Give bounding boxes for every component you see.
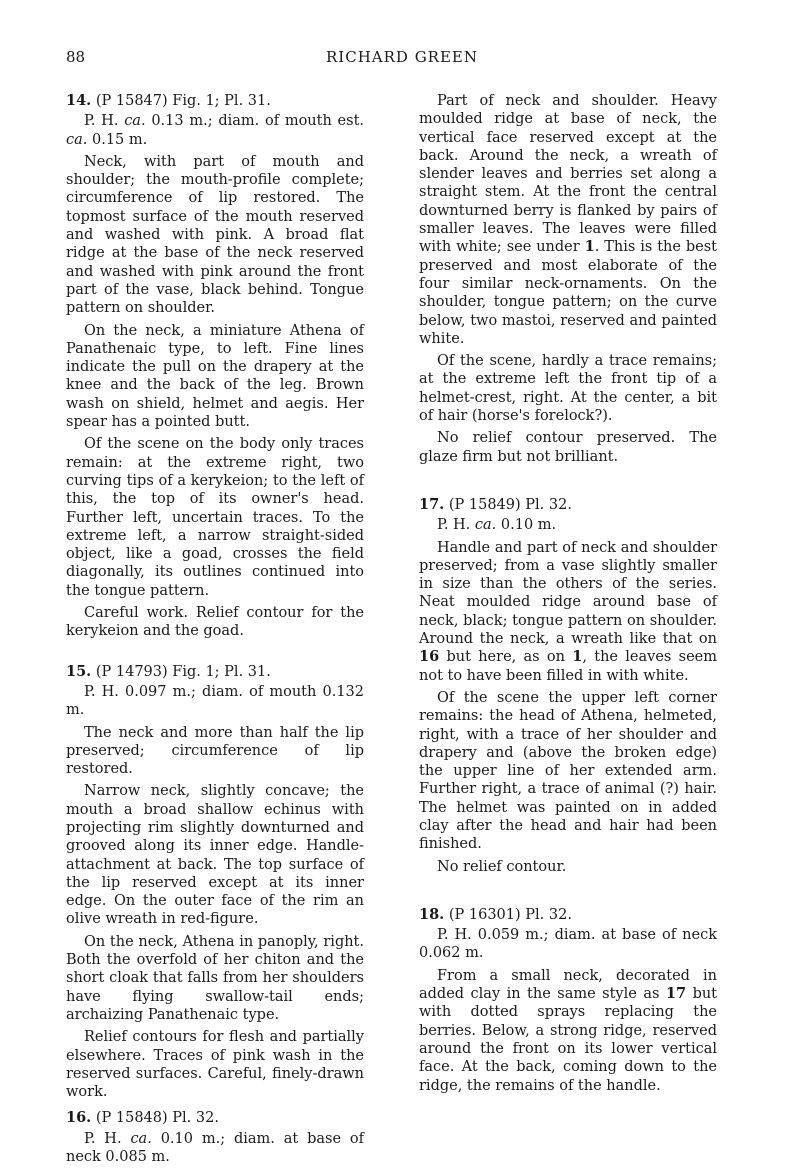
page-header xyxy=(66,48,738,76)
entry-paragraph: Relief contours for flesh and partially elsewhere. Traces of pink wash in the reserved surfaces. Careful, finely-drawn work. xyxy=(66,1029,364,1101)
entry-heading xyxy=(66,1109,364,1127)
entry-paragraph: Handle and part of neck and shoulder preserved; from a vase slightly smaller in size than the others of the series. Neat moulded ridge around base of neck, black; tongue pattern on shoulder. Around the neck, a wreath like that on 16 but here, as on 1, the leaves seem not to have been filled in with white. xyxy=(419,539,718,684)
catalogue-entry-14 xyxy=(66,92,364,641)
entry-measurements: P. H. 0.059 m.; diam. at base of neck 0.062 m. xyxy=(419,927,717,962)
entry-heading xyxy=(419,496,717,514)
entry-number: 18. xyxy=(419,905,445,923)
entry-paragraph: Part of neck and shoulder. Heavy moulded ridge at base of neck, the vertical face reserved except at the back. Around the neck, a wreath of slender leaves and berries set along a straight stem. At the front the central downturned berry is flanked by pairs of smaller leaves. The leaves were filled with white; see under 1. This is the best preserved and most elaborate of the four similar neck-ornaments. On the shoulder, tongue pattern; on the curve below, two mastoi, reserved and painted white. xyxy=(419,93,718,347)
entry-number: 16. xyxy=(66,1109,92,1127)
catalogue-entry-18 xyxy=(419,906,717,1095)
entry-number: 17. xyxy=(419,495,445,513)
entry-measurements: P. H. ca. 0.10 m. xyxy=(437,517,557,534)
left-column xyxy=(66,92,364,1170)
entry-reference: (P 16301) Pl. 32. xyxy=(448,906,572,923)
entry-paragraph: No relief contour preserved. The glaze firm but not brilliant. xyxy=(419,430,717,465)
entry-reference: (P 15849) Pl. 32. xyxy=(448,496,572,513)
catalogue-entry-16-continued xyxy=(419,92,717,466)
catalogue-entry-16 xyxy=(66,1109,364,1166)
entry-number: 14. xyxy=(66,92,92,109)
entry-measurements: P. H. ca. 0.10 m.; diam. at base of neck 0.085 m. xyxy=(66,1130,365,1166)
entry-paragraph: Of the scene the upper left corner remains: the head of Athena, helmeted, right, with a trace of her shoulder and drapery and (above the broken edge) the upper line of her extended arm. Further right, a trace of animal (?) hair. The helmet was painted on in added clay after the head and hair had been finished. xyxy=(419,689,717,853)
catalogue-entry-17 xyxy=(419,496,717,876)
entry-paragraph: Neck, with part of mouth and shoulder; the mouth-profile complete; circumference of lip restored. The topmost surface of the mouth reserved and washed with pink. A broad flat ridge at the base of the neck reserved and washed with pink around the front part of the vase, black behind. Tongue pattern on shoulder. xyxy=(66,153,364,317)
catalogue-entry-15 xyxy=(66,663,364,1102)
entry-paragraph: The neck and more than half the lip preserved; circumference of lip restored. xyxy=(66,724,364,778)
entry-paragraph: On the neck, Athena in panoply, right. Both the overfold of her chiton and the short cloak that falls from her shoulders have flying swallow-tail ends; archaizing Panathenaic type. xyxy=(66,933,364,1023)
entry-number: 15. xyxy=(66,662,92,680)
entry-measurements: P. H. ca. 0.13 m.; diam. of mouth est. ca. 0.15 m. xyxy=(66,113,365,148)
entry-paragraph: Careful work. Relief contour for the kerykeion and the goad. xyxy=(66,605,364,640)
entry-measurements: P. H. 0.097 m.; diam. of mouth 0.132 m. xyxy=(66,683,364,719)
page-number: 88 xyxy=(66,48,86,66)
entry-paragraph: Of the scene on the body only traces remain: at the extreme right, two curving tips of a kerykeion; to the left of this, the top of its owner's head. Further left, uncertain traces. To the extreme left, a narrow straight-sided object, like a goad, crosses the field diagonally, its outlines continued into the tongue pattern. xyxy=(66,436,364,599)
entry-heading xyxy=(66,92,364,110)
entry-paragraph: From a small neck, decorated in added clay in the same style as 17 but with dotted sprays replacing the berries. Below, a strong ridge, reserved around the front on its lower vertical face. At the back, coming down to the ridge, the remains of the handle. xyxy=(419,967,718,1094)
right-column xyxy=(419,92,717,1099)
entry-reference: (P 15847) Fig. 1; Pl. 31. xyxy=(95,93,271,109)
entry-paragraph: Narrow neck, slightly concave; the mouth a broad shallow echinus with projecting rim slightly downturned and grooved along its inner edge. Handle-attachment at back. The top surface of the lip reserved except at its inner edge. On the outer face of the rim an olive wreath in red-figure. xyxy=(66,783,364,928)
entry-paragraph: Of the scene, hardly a trace remains; at the extreme left the front tip of a helmet-crest, right. At the center, a bit of hair (horse's forelock?). xyxy=(419,353,717,425)
entry-paragraph: On the neck, a miniature Athena of Panathenaic type, to left. Fine lines indicate the pull on the drapery at the knee and the back of the leg. Brown wash on shield, helmet and aegis. Her spear has a pointed butt. xyxy=(66,322,364,431)
entry-heading xyxy=(66,663,364,681)
entry-paragraph: No relief contour. xyxy=(437,858,567,875)
running-title: RICHARD GREEN xyxy=(326,48,478,66)
entry-reference: (P 15848) Pl. 32. xyxy=(95,1110,219,1127)
entry-reference: (P 14793) Fig. 1; Pl. 31. xyxy=(95,663,271,680)
entry-heading xyxy=(419,906,717,924)
